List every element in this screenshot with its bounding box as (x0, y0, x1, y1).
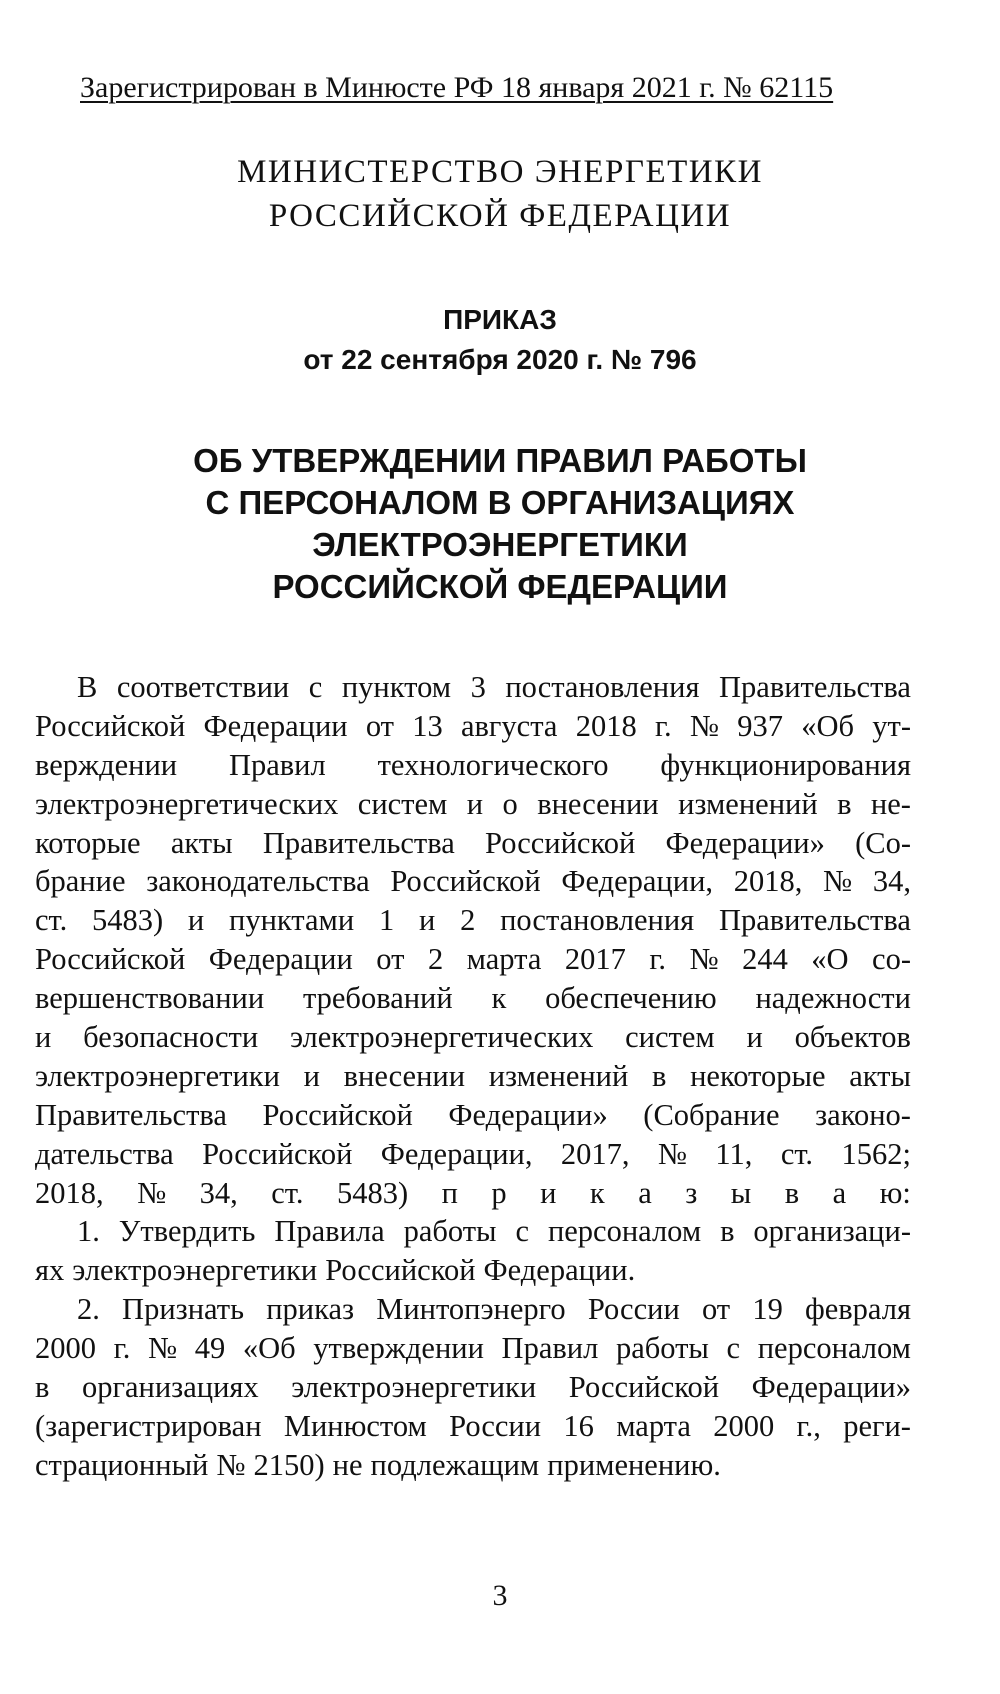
order-date-number: от 22 сентября 2020 г. № 796 (303, 344, 697, 375)
body-line: 2018, № 34, ст. 5483) п р и к а з ы в а ю: (35, 1175, 911, 1210)
body-line: вершенствовании требований к обеспечению надежности (35, 981, 911, 1016)
page-number: 3 (492, 1579, 508, 1612)
body-line: ст. 5483) и пунктами 1 и 2 постановления Правительства (35, 903, 911, 938)
title-line: ЭЛЕКТРОЭНЕРГЕТИКИ (312, 526, 688, 563)
body-line: ях электроэнергетики Российской Федерации. (35, 1253, 636, 1288)
body-line: страционный № 2150) не подлежащим применению. (35, 1447, 721, 1482)
ministry-line: РОССИЙСКОЙ ФЕДЕРАЦИИ (268, 198, 732, 234)
document-title (90, 440, 910, 608)
body-line: 2. Признать приказ Минтопэнерго России от 19 февраля (77, 1292, 911, 1327)
body-line: 2000 г. № 49 «Об утверждении Правил работы с персоналом (35, 1331, 911, 1366)
body-line: электроэнергетических систем и о внесении изменений в не- (35, 786, 911, 821)
ministry-heading (120, 150, 880, 238)
body-line: 1. Утвердить Правила работы с персоналом в организаци- (77, 1214, 911, 1249)
title-line: РОССИЙСКОЙ ФЕДЕРАЦИИ (272, 568, 728, 605)
title-line: С ПЕРСОНАЛОМ В ОРГАНИЗАЦИЯХ (205, 484, 795, 521)
body-line: (зарегистрирован Минюстом России 16 марта 2000 г., реги- (35, 1408, 911, 1443)
body-line: дательства Российской Федерации, 2017, № 11, ст. 1562; (35, 1136, 911, 1171)
body-line: В соответствии с пунктом 3 постановления Правительства (77, 670, 911, 704)
order-body (35, 668, 911, 1485)
body-line: Российской Федерации от 2 марта 2017 г. № 244 «О со- (35, 942, 911, 977)
body-line: которые акты Правительства Российской Федерации» (Со- (35, 825, 911, 860)
registration-note: Зарегистрирован в Минюсте РФ 18 января 2021 г. № 62115 (80, 71, 834, 104)
body-line: в организациях электроэнергетики Российской Федерации» (35, 1370, 911, 1405)
body-line: Правительства Российской Федерации» (Собрание законо- (35, 1097, 911, 1132)
ministry-line: МИНИСТЕРСТВО ЭНЕРГЕТИКИ (237, 154, 763, 190)
body-line: брание законодательства Российской Федерации, 2018, № 34, (35, 864, 911, 899)
body-line: верждении Правил технологического функционирования (35, 747, 911, 782)
body-line: Российской Федерации от 13 августа 2018 г. № 937 «Об ут- (35, 708, 911, 743)
body-line: и безопасности электроэнергетических систем и объектов (35, 1020, 911, 1055)
title-line: ОБ УТВЕРЖДЕНИИ ПРАВИЛ РАБОТЫ (193, 442, 807, 479)
body-line: электроэнергетики и внесении изменений в некоторые акты (35, 1058, 911, 1093)
order-heading (200, 300, 800, 380)
order-label: ПРИКАЗ (443, 304, 557, 335)
